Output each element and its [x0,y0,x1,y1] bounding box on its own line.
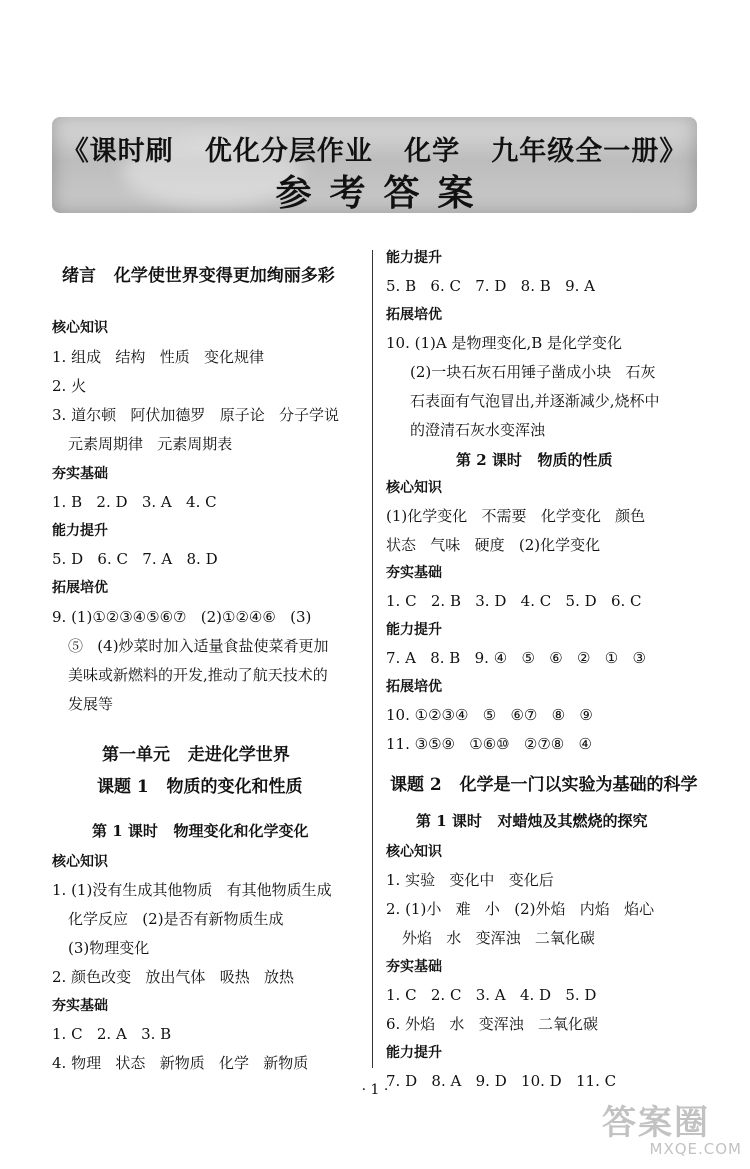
answer-line: 状态 气味 硬度 (2)化学变化 [386,536,601,554]
answer-line: 1. (1)没有生成其他物质 有其他物质生成 [52,881,332,899]
answer-line: 2. (1)小 难 小 (2)外焰 内焰 焰心 [386,900,655,918]
subsection-heading: 能力提升 [386,1045,442,1061]
answer-line: 的澄清石灰水变浑浊 [410,421,546,439]
answer-line: 10. (1)A 是物理变化,B 是化学变化 [386,334,623,352]
answer-line: 发展等 [68,695,114,713]
answer-line: 5. B 6. C 7. D 8. B 9. A [386,277,595,295]
unit-heading: 第一单元 走进化学世界 [102,745,290,765]
answer-line: 7. A 8. B 9. ④ ⑤ ⑥ ② ① ③ [386,649,646,667]
answer-line: (3)物理变化 [68,939,150,957]
answer-line: 1. C 2. C 3. A 4. D 5. D [386,986,597,1004]
answer-line: 1. 实验 变化中 变化后 [386,871,554,889]
answer-line: 5. D 6. C 7. A 8. D [52,550,218,568]
subsection-heading: 核心知识 [386,844,442,860]
subsection-heading: 拓展培优 [386,679,442,695]
subsection-heading: 夯实基础 [386,565,442,581]
subsection-heading: 能力提升 [52,523,108,539]
answer-line: 6. 外焰 水 变浑浊 二氧化碳 [386,1015,598,1033]
unit-heading: 课题 2 化学是一门以实验为基础的科学 [390,775,698,795]
answer-line: 化学反应 (2)是否有新物质生成 [68,910,284,928]
title-banner [52,117,697,213]
answer-line: 7. D 8. A 9. D 10. D 11. C [386,1072,617,1090]
answer-line: 4. 物理 状态 新物质 化学 新物质 [52,1054,309,1072]
column-divider [372,250,373,1068]
unit-heading: 课题 1 物质的变化和性质 [97,777,303,797]
answer-line: 1. C 2. A 3. B [52,1025,172,1043]
subsection-heading: 拓展培优 [52,580,108,596]
subsection-heading: 能力提升 [386,250,442,266]
answer-line: 元素周期律 元素周期表 [68,435,233,453]
answer-line: 9. (1)①②③④⑤⑥⑦ (2)①②④⑥ (3) [52,608,312,626]
watermark [602,1095,742,1165]
answer-line: 10. ①②③④ ⑤ ⑥⑦ ⑧ ⑨ [386,706,593,724]
answer-line: (2)一块石灰石用锤子凿成小块 石灰 [410,363,656,381]
answer-line: 1. B 2. D 3. A 4. C [52,493,217,511]
answer-line: 石表面有气泡冒出,并逐渐减少,烧杯中 [410,392,660,410]
subsection-heading: 夯实基础 [52,998,108,1014]
answer-line: 1. 组成 结构 性质 变化规律 [52,348,264,366]
answer-line: 美味或新燃料的开发,推动了航天技术的 [68,666,328,684]
lesson-heading: 第 2 课时 物质的性质 [456,451,613,469]
lesson-heading: 第 1 课时 对蜡烛及其燃烧的探究 [416,812,648,830]
answer-line: 外焰 水 变浑浊 二氧化碳 [402,929,595,947]
lesson-heading: 第 1 课时 物理变化和化学变化 [92,822,309,840]
answer-heading: 参考答案 [275,172,492,213]
subsection-heading: 核心知识 [52,320,108,336]
subsection-heading: 核心知识 [52,854,108,870]
subsection-heading: 核心知识 [386,480,442,496]
section-heading: 绪言 化学使世界变得更加绚丽多彩 [62,266,335,286]
answer-line: 11. ③⑤⑨ ①⑥⑩ ②⑦⑧ ④ [386,735,593,753]
answer-line: 2. 火 [52,377,87,395]
watermark-logo-text: 答案圈 [602,1103,710,1143]
subsection-heading: 夯实基础 [386,959,442,975]
answer-line: 1. C 2. B 3. D 4. C 5. D 6. C [386,592,642,610]
watermark-url: MXQE.COM [649,1140,742,1158]
subsection-heading: 拓展培优 [386,307,442,323]
answer-line: ⑤ (4)炒菜时加入适量食盐使菜肴更加 [68,637,329,655]
answer-line: 3. 道尔顿 阿伏加德罗 原子论 分子学说 [52,406,339,424]
book-title: 《课时刷 优化分层作业 化学 九年级全一册》 [61,136,688,167]
answer-line: 2. 颜色改变 放出气体 吸热 放热 [52,968,294,986]
subsection-heading: 夯实基础 [52,466,108,482]
answer-line: (1)化学变化 不需要 化学变化 颜色 [386,507,646,525]
page-number: · 1 · [361,1082,389,1098]
subsection-heading: 能力提升 [386,622,442,638]
